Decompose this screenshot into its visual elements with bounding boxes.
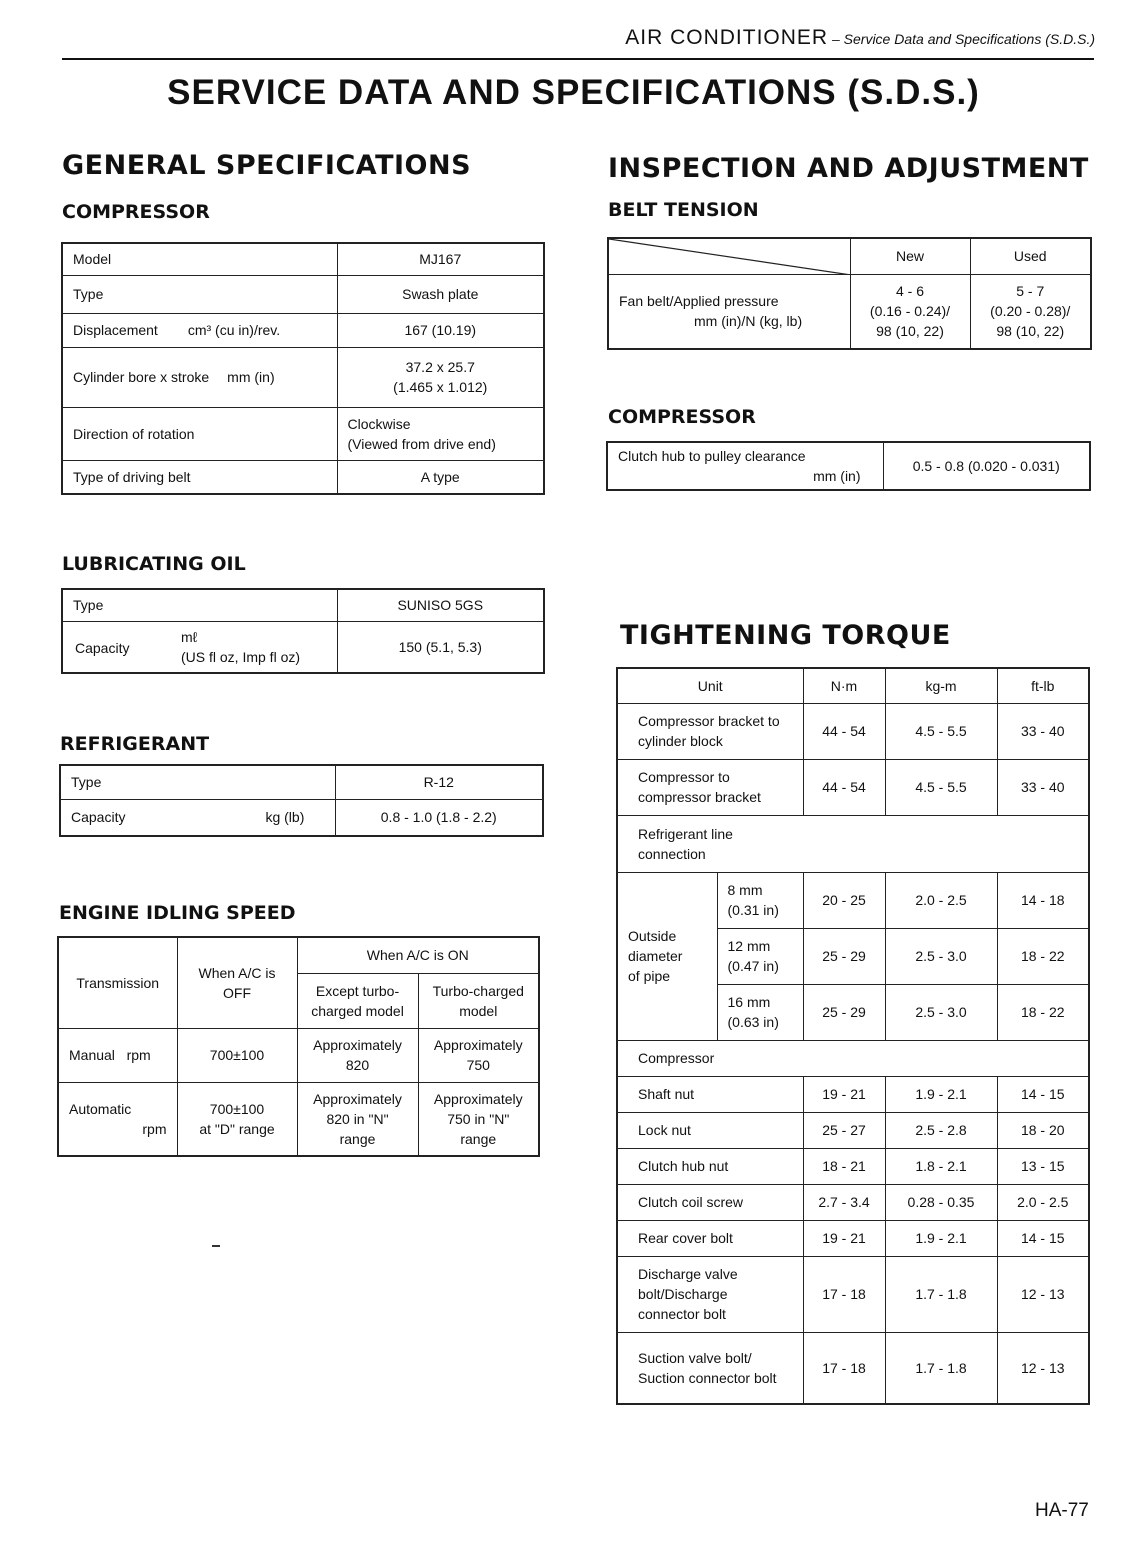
spec-label: Type [60,765,335,799]
torque-ftlb: 14 - 15 [997,1076,1089,1112]
pipe-size: 8 mm [727,882,763,898]
torque-nm: 25 - 29 [803,984,885,1040]
col-ac-off: When A/C is OFF [177,937,297,1028]
pipe-size-in: (0.31 in) [727,902,779,918]
spec-unit: mℓ [181,628,198,645]
torque-nm: 20 - 25 [803,872,885,928]
spec-value: 0.8 - 1.0 (1.8 - 2.2) [335,799,543,836]
torque-item-label: Shaft nut [617,1076,803,1112]
spec-label: Direction of rotation [62,407,337,460]
spec-value: 37.2 x 25.7 [405,359,475,375]
col-new: New [850,238,970,274]
clearance-value: 0.5 - 0.8 (0.020 - 0.031) [883,442,1090,490]
belt-tension-heading: BELT TENSION [608,199,759,221]
torque-ftlb: 18 - 22 [997,984,1089,1040]
spec-label: Model [62,243,337,275]
blank-corner-cell [608,238,850,274]
spec-value: Swash plate [337,275,544,313]
pipe-size: 12 mm [727,938,771,954]
running-header [500,26,1095,50]
torque-ftlb: 12 - 13 [997,1332,1089,1404]
torque-kgm: 2.5 - 3.0 [885,984,997,1040]
torque-ftlb: 33 - 40 [997,703,1089,759]
torque-item-label: Lock nut [617,1112,803,1148]
torque-item-label: Compressor bracket to cylinder block [617,703,803,759]
col-kgm: kg-m [885,668,997,703]
header-rule [62,58,1094,60]
spec-value: MJ167 [337,243,544,275]
compressor-heading: COMPRESSOR [62,201,210,223]
torque-ftlb: 18 - 22 [997,928,1089,984]
torque-nm: 17 - 18 [803,1332,885,1404]
clutch-clearance-table [606,441,1091,491]
belt-new-pressure: 98 (10, 22) [876,323,944,340]
running-header-subtitle: – Service Data and Specifications (S.D.S.) [828,31,1095,47]
spec-label: Capacity [75,639,130,656]
diagonal-line [609,239,851,275]
torque-nm: 17 - 18 [803,1256,885,1332]
pipe-size: 16 mm [727,994,771,1010]
torque-ftlb: 2.0 - 2.5 [997,1184,1089,1220]
idle-turbo-value: Approximately 750 [418,1028,539,1082]
belt-label-cell [608,274,850,349]
compressor-spec-table [61,242,545,495]
row-unit: rpm [142,1120,167,1137]
belt-label: Fan belt/Applied pressure [619,293,779,310]
belt-unit: mm (in)/N (kg, lb) [694,313,803,330]
spec-value: 167 (10.19) [337,313,544,347]
belt-new-cell [850,274,970,349]
spec-value-cell [337,347,544,407]
col-ftlb: ft-lb [997,668,1089,703]
idle-off-cell [177,1082,297,1156]
pipe-size-in: (0.63 in) [727,1014,779,1030]
spec-value: 150 (5.1, 5.3) [337,621,544,673]
spec-value: A type [337,460,544,494]
spec-label: Capacity [71,809,126,826]
torque-group-label: Compressor [617,1040,1089,1076]
general-specifications-heading: GENERAL SPECIFICATIONS [62,150,472,181]
tightening-torque-table [616,667,1090,1405]
torque-kgm: 1.7 - 1.8 [885,1256,997,1332]
spec-unit: mm (in) [227,369,275,385]
col-used: Used [970,238,1091,274]
torque-nm: 19 - 21 [803,1076,885,1112]
pipe-size-cell [717,928,803,984]
tightening-torque-heading: TIGHTENING TORQUE [620,620,951,651]
torque-nm: 25 - 27 [803,1112,885,1148]
page-number: HA-77 [1035,1500,1089,1521]
engine-idling-speed-heading: ENGINE IDLING SPEED [59,902,296,924]
spec-label-cell [62,621,337,673]
inspection-adjustment-heading: INSPECTION AND ADJUSTMENT [608,153,1089,184]
clearance-label: Clutch hub to pulley clearance [618,448,806,464]
spec-value: SUNISO 5GS [337,589,544,621]
torque-ftlb: 13 - 15 [997,1148,1089,1184]
spec-label: Type [62,275,337,313]
spec-value-cell [337,407,544,460]
idle-except-value: Approximately 820 in "N" range [297,1082,418,1156]
col-nm: N·m [803,668,885,703]
spec-label: Type [62,589,337,621]
belt-used-cell [970,274,1091,349]
spec-label: Cylinder bore x stroke [73,369,210,385]
belt-tension-table [607,237,1092,350]
row-label-cell [58,1028,177,1082]
torque-item-label: Compressor to compressor bracket [617,759,803,815]
spec-value: R-12 [335,765,543,799]
torque-item-label: Suction valve bolt/ Suction connector bolt [617,1332,803,1404]
spec-value-secondary: (Viewed from drive end) [347,435,496,452]
col-turbo: Turbo-charged model [418,973,539,1028]
torque-item-label: Rear cover bolt [617,1220,803,1256]
pipe-size-cell [717,872,803,928]
spec-label: Displacement [73,322,158,338]
torque-kgm: 2.0 - 2.5 [885,872,997,928]
clearance-label-cell [607,442,883,490]
pipe-size-in: (0.47 in) [727,958,779,974]
torque-kgm: 4.5 - 5.5 [885,759,997,815]
torque-kgm: 1.7 - 1.8 [885,1332,997,1404]
spec-unit: cm³ (cu in)/rev. [187,322,281,338]
spec-unit-secondary: (US fl oz, Imp fl oz) [181,648,301,665]
spec-label-cell [60,799,335,836]
spec-label-cell [62,347,337,407]
torque-nm: 19 - 21 [803,1220,885,1256]
torque-kgm: 4.5 - 5.5 [885,703,997,759]
page-title: SERVICE DATA AND SPECIFICATIONS (S.D.S.) [167,73,980,112]
torque-nm: 18 - 21 [803,1148,885,1184]
lubricating-oil-heading: LUBRICATING OIL [62,553,246,575]
spec-label: Type of driving belt [62,460,337,494]
belt-new-deflection: 4 - 6 [895,283,924,300]
torque-ftlb: 18 - 20 [997,1112,1089,1148]
idle-except-value: Approximately 820 [297,1028,418,1082]
engine-idling-table [57,936,540,1157]
idle-turbo-value: Approximately 750 in "N" range [418,1082,539,1156]
torque-item-label: Discharge valve bolt/Discharge connector bolt [617,1256,803,1332]
inspection-compressor-heading: COMPRESSOR [608,406,756,428]
belt-new-deflection-in: (0.16 - 0.24)/ [869,303,951,320]
torque-nm: 44 - 54 [803,703,885,759]
refrigerant-heading: REFRIGERANT [60,733,210,755]
row-label-cell [58,1082,177,1156]
col-transmission: Transmission [58,937,177,1028]
lubricating-oil-table [61,588,545,674]
torque-kgm: 1.9 - 2.1 [885,1076,997,1112]
belt-used-deflection: 5 - 7 [1016,283,1045,300]
spec-unit: kg (lb) [265,809,305,826]
torque-kgm: 0.28 - 0.35 [885,1184,997,1220]
torque-nm: 44 - 54 [803,759,885,815]
belt-used-deflection-in: (0.20 - 0.28)/ [990,303,1071,320]
row-label: Manual [69,1047,115,1063]
torque-ftlb: 12 - 13 [997,1256,1089,1332]
belt-used-pressure: 98 (10, 22) [996,323,1065,340]
running-header-section: AIR CONDITIONER [625,26,829,49]
idle-off-value: 700±100 [209,1100,265,1117]
torque-ftlb: 33 - 40 [997,759,1089,815]
pipe-size-cell [717,984,803,1040]
torque-group-label: Refrigerant line connection [617,815,1089,872]
idle-off-note: at "D" range [199,1120,275,1137]
torque-ftlb: 14 - 15 [997,1220,1089,1256]
col-except-turbo: Except turbo-charged model [297,973,418,1028]
torque-kgm: 1.8 - 2.1 [885,1148,997,1184]
col-unit: Unit [617,668,803,703]
col-ac-on: When A/C is ON [297,937,539,973]
torque-item-label: Clutch coil screw [617,1184,803,1220]
row-unit: rpm [126,1047,151,1063]
spec-value-secondary: (1.465 x 1.012) [393,379,488,395]
clearance-unit: mm (in) [813,468,861,484]
spec-label-cell [62,313,337,347]
torque-nm: 2.7 - 3.4 [803,1184,885,1220]
row-label: Automatic [69,1100,132,1117]
refrigerant-table [59,764,544,837]
torque-item-label: Clutch hub nut [617,1148,803,1184]
torque-ftlb: 14 - 18 [997,872,1089,928]
spec-value: Clockwise [347,415,411,432]
torque-nm: 25 - 29 [803,928,885,984]
torque-kgm: 1.9 - 2.1 [885,1220,997,1256]
stray-mark [212,1245,220,1247]
torque-kgm: 2.5 - 3.0 [885,928,997,984]
idle-off-value: 700±100 [177,1028,297,1082]
torque-group-label: Outside diameter of pipe [617,872,717,1040]
torque-kgm: 2.5 - 2.8 [885,1112,997,1148]
